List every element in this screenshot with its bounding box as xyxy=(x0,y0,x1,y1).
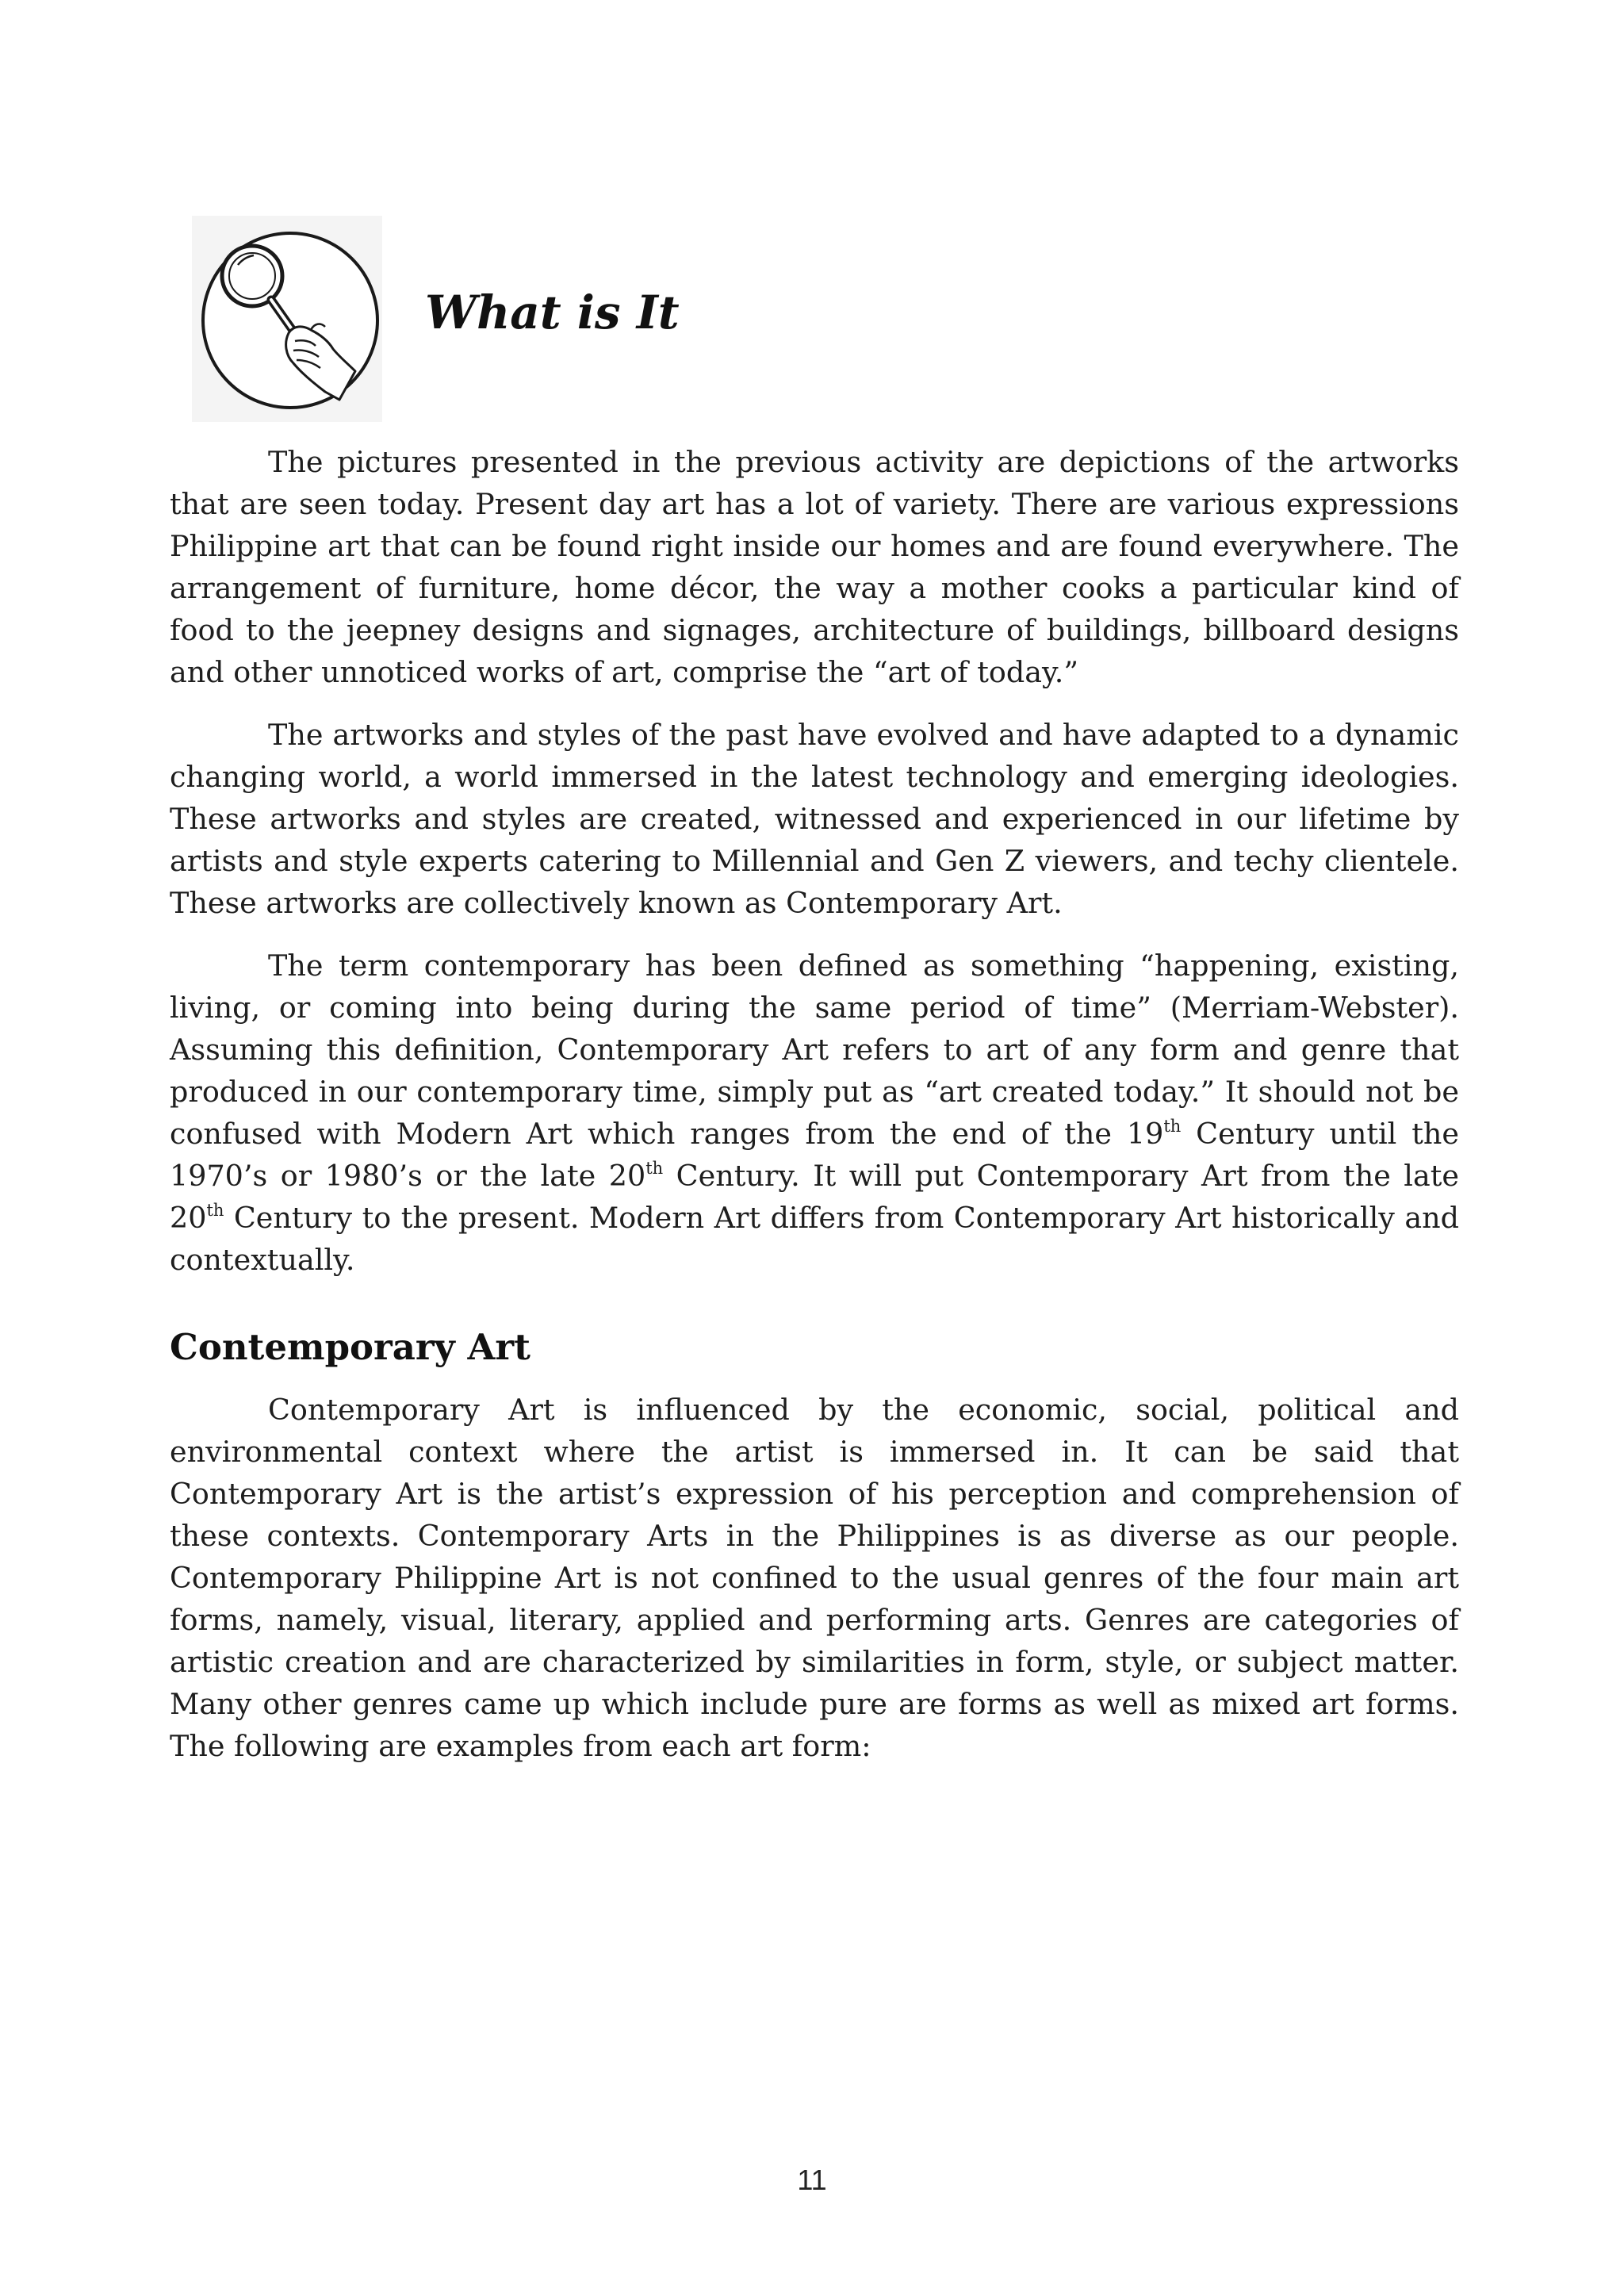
paragraph-contemporary-art: Contemporary Art is influenced by the economic, social, political and environmental context where the artist is immersed in. It can be said that Contemporary Art is the artist’s expression of his perception and comprehension of these contexts. Contemporary Arts in the Philippines is as diverse as our people. Contemporary Philippine Art is not confined to the usual genres of the four main art forms, namely, visual, literary, applied and performing arts. Genres are categories of artistic creation and are characterized by similarities in form, style, or subject matter. Many other genres came up which include pure are forms as well as mixed art forms. The following are examples from each art form: xyxy=(170,1393,1459,1763)
paragraph-definition-text-1: The term contemporary has been defined as something “happening, existing, living, or coming into being during the same period of time” (Merriam-Webster). Assuming this definition, Contemporary Art refers to art of any form and genre that produced in our contemporary time, simply put as “art created today.” It should not be confused with Modern Art which ranges from the end of the 19 xyxy=(170,949,1459,1151)
magnifying-glass-hand-icon xyxy=(192,216,382,422)
paragraph-evolution: The artworks and styles of the past have evolved and have adapted to a dynamic changing world, a world immersed in the latest technology and emerging ideologies. These artworks and styles are created, witnessed and experienced in our lifetime by artists and style experts catering to Millennial and Gen Z viewers, and techy clientele. These artworks are collectively known as Contemporary Art. xyxy=(170,718,1459,920)
ordinal-suffix: th xyxy=(1163,1117,1182,1136)
body-content xyxy=(170,441,1459,1788)
paragraph-definition-text-4: Century to the present. Modern Art differs from Contemporary Art historically and contextually. xyxy=(170,1201,1459,1277)
paragraph-definition-text-2: Century until the 1970’s or 1980’s or the late 20 xyxy=(170,1117,1459,1193)
section-heading: What is It xyxy=(425,286,680,339)
ordinal-suffix: th xyxy=(206,1201,224,1220)
page-number: 11 xyxy=(797,2164,827,2196)
paragraph-definition xyxy=(170,945,1459,1281)
ordinal-suffix: th xyxy=(645,1159,664,1178)
paragraph-definition-text-3: Century. It will put Contemporary Art from the late 20 xyxy=(170,1159,1459,1235)
subheading-contemporary-art: Contemporary Art xyxy=(170,1326,530,1368)
paragraph-intro: The pictures presented in the previous activity are depictions of the artworks that are seen today. Present day art has a lot of variety. There are various expressions Philippine art that can be found right inside our homes and are found everywhere. The arrangement of furniture, home décor, the way a mother cooks a particular kind of food to the jeepney designs and signages, architecture of buildings, billboard designs and other unnoticed works of art, comprise the “art of today.” xyxy=(170,445,1459,689)
